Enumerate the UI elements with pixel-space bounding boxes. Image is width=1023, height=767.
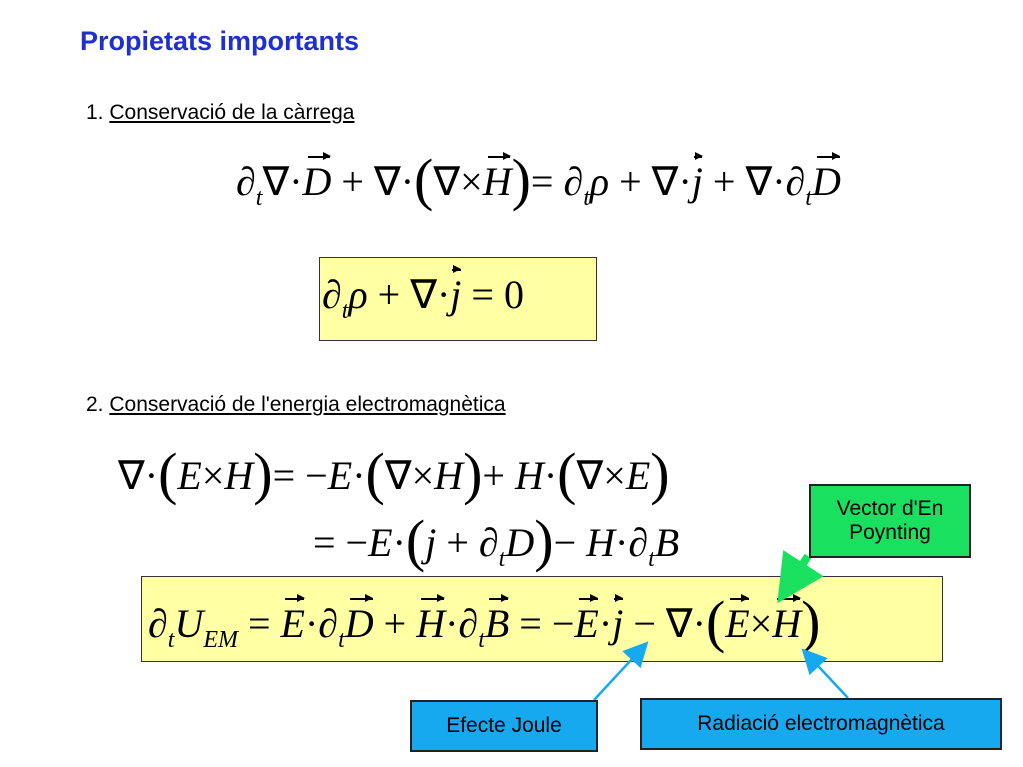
- arrow-joule: [594, 645, 645, 700]
- equation-charge-full: $\partial_t\nabla\cdot D + \nabla\cdot(\nabla\times H)= \partial_t\rho + \nabla\cdot j + \nabla\cdot\partial_tD$: [236, 147, 841, 212]
- item-label: Conservació de l'energia electromagnètica: [109, 393, 506, 416]
- arrow-poynting: [786, 556, 808, 590]
- equation-energy-line2: = $-E\cdot(j + \partial_tD)- H\cdot\partial_tB$: [313, 508, 680, 573]
- callout-joule: [410, 700, 598, 752]
- callout-radiation-label: Radiació electromagnètica: [697, 712, 945, 735]
- callout-poynting-label: Vector d'En Poynting: [836, 497, 944, 544]
- item-number: 2.: [86, 393, 104, 416]
- equation-poynting-theorem: $\partial_tU_{EM} = E\cdot\partial_tD + H\cdot\partial_tB = -E\cdot j - \nabla\cdot(E\times H)$: [148, 589, 821, 654]
- arrow-radiation: [805, 652, 848, 698]
- callout-joule-label: Efecte Joule: [446, 714, 562, 737]
- item-number: 1.: [86, 101, 104, 124]
- page-title: Propietats importants: [80, 26, 360, 56]
- equation-energy-line1: ∇·(E×H)= −E·(∇×H)+ H·(∇×E): [118, 441, 670, 506]
- equation-continuity: $\partial_t\rho + \nabla\cdot j = 0$: [322, 272, 524, 324]
- callout-radiation: [640, 698, 1002, 750]
- callout-poynting: [809, 484, 971, 558]
- item-label: Conservació de la càrrega: [109, 101, 355, 124]
